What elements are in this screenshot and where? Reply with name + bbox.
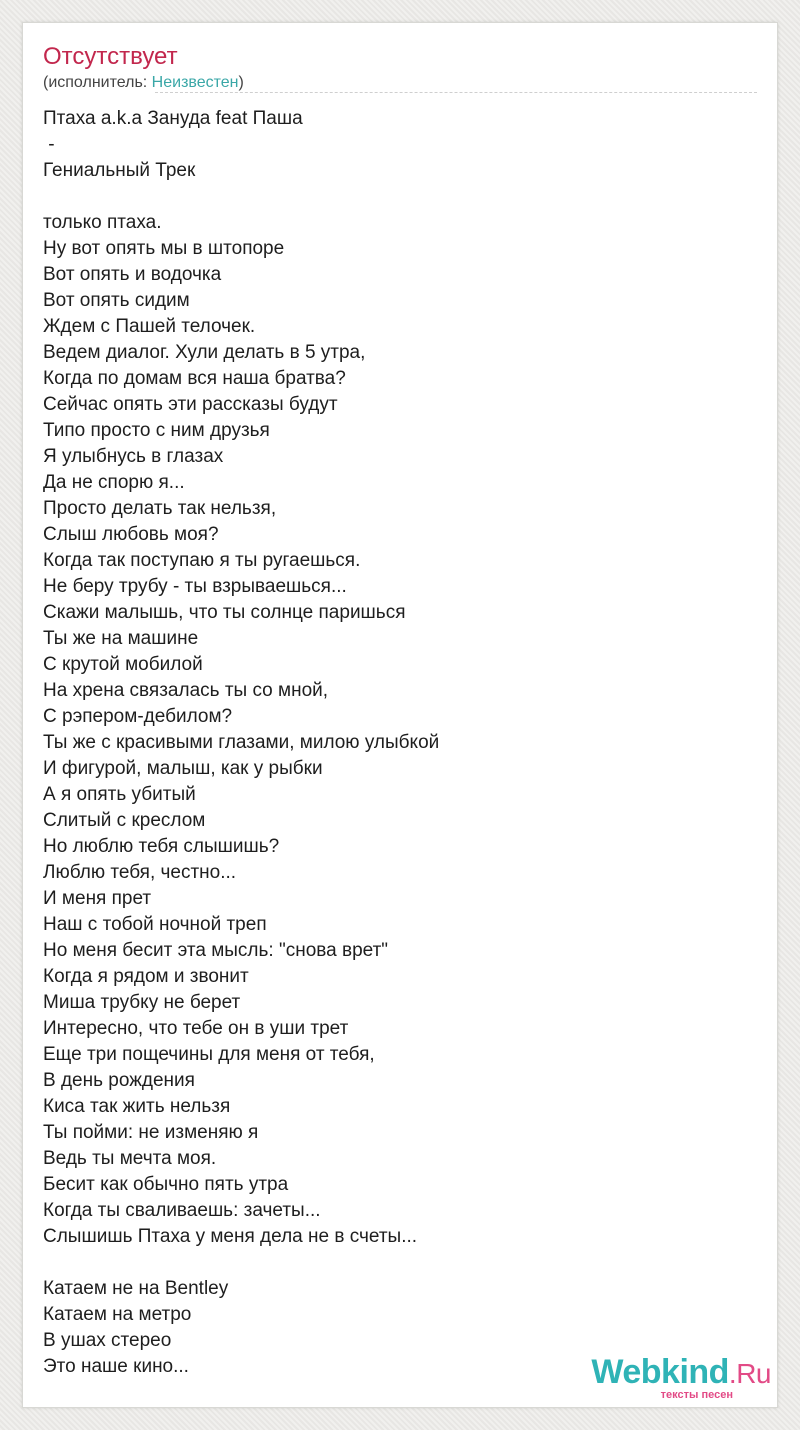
artist-suffix: ) — [238, 74, 244, 91]
logo-wordmark — [591, 1353, 771, 1393]
lyrics-text: Птаха a.k.a Зануда feat Паша - Гениальный Трек только птаха. Ну вот опять мы в штопоре Вот опять и водочка Вот опять сидим Ждем с Пашей телочек. Ведем диалог. Хули делать в 5 утра, Когда по домам вся наша братва? Сейчас опять эти рассказы будут Типо просто с ним друзья Я улыбнусь в глазах Да не спорю я... Просто делать так нельзя, Слыш любовь моя? Когда так поступаю я ты ругаешься. Не беру трубу - ты взрываешься... Скажи малышь, что ты солнце паришься Ты же на машине С крутой мобилой На хрена связалась ты со мной, С рэпером-дебилом? Ты же с красивыми глазами, милою улыбкой И фигурой, малыш, как у рыбки А я опять убитый Слитый с креслом Но люблю тебя слышишь? Люблю тебя, честно... И меня прет Наш с тобой ночной треп Но меня бесит эта мысль: "снова врет" Когда я рядом и звонит Миша трубку не берет Интересно, что тебе он в уши трет Еще три пощечины для меня от тебя, В день рождения Киса так жить нельзя Ты пойми: не изменяю я Ведь ты мечта моя. Бесит как обычно пять утра Когда ты сваливаешь: зачеты... Слышишь Птаха у меня дела не в счеты... Катаем не на Bentley Катаем на метро В ушах стерео Это наше кино... — [43, 108, 440, 1377]
logo-tld: .Ru — [728, 1358, 771, 1389]
song-title: Отсутствует — [43, 43, 178, 70]
logo-name: Webkind — [591, 1353, 729, 1391]
divider — [155, 92, 757, 93]
artist-line — [43, 73, 244, 93]
artist-link[interactable]: Неизвестен — [151, 74, 239, 91]
lyrics-card — [22, 22, 778, 1408]
artist-prefix: (исполнитель: — [43, 74, 152, 91]
logo-tagline: тексты песен — [660, 1389, 733, 1401]
site-logo[interactable] — [571, 1353, 771, 1403]
